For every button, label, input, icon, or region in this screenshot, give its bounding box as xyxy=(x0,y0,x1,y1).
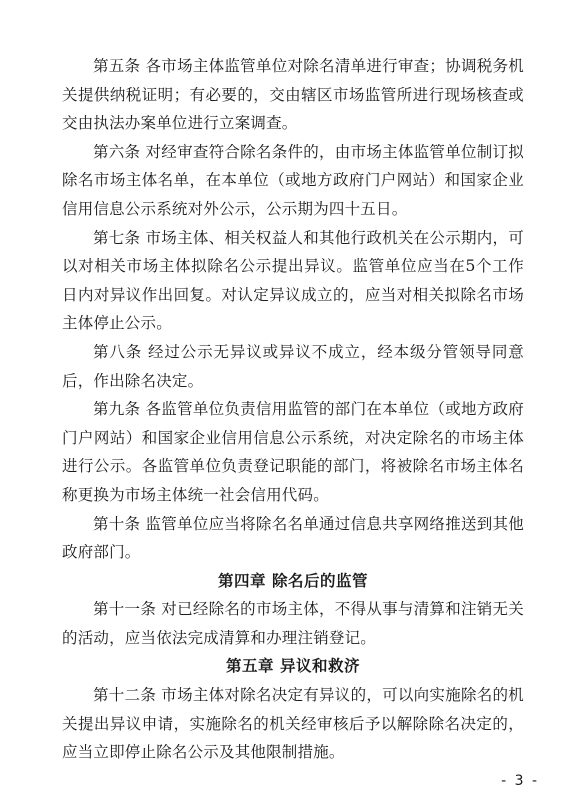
chapter-4-heading: 第四章 除名后的监管 xyxy=(218,571,368,590)
article-5: 第五条 各市场主体监管单位对除名清单进行审查；协调税务机关提供纳税证明；有必要的，交由辖区市场监管所进行现场核查或交由执法办案单位进行立案调查。 xyxy=(62,57,524,133)
article-7: 第七条 市场主体、相关权益人和其他行政机关在公示期内，可以对相关市场主体拟除名公示提出异议。监管单位应当在5个工作日内对异议作出回复。对认定异议成立的，应当对相关拟除名市场主体停止公示。 xyxy=(62,228,524,333)
article-8: 第八条 经过公示无异议或异议不成立，经本级分管领导同意后，作出除名决定。 xyxy=(62,342,524,390)
document-body xyxy=(62,52,524,767)
article-10: 第十条 监管单位应当将除名名单通过信息共享网络推送到其他政府部门。 xyxy=(62,514,524,562)
page-number: - 3 - xyxy=(501,773,539,789)
chapter-5-heading: 第五章 异议和救济 xyxy=(226,657,360,676)
article-12: 第十二条 市场主体对除名决定有异议的，可以向实施除名的机关提出异议申请，实施除名的机关经审核后予以解除除名决定的，应当立即停止除名公示及其他限制措施。 xyxy=(62,686,524,762)
article-9: 第九条 各监管单位负责信用监管的部门在本单位（或地方政府门户网站）和国家企业信用信息公示系统，对决定除名的市场主体进行公示。各监管单位负责登记职能的部门，将被除名市场主体名称更换为市场主体统一社会信用代码。 xyxy=(62,400,524,504)
article-6: 第六条 对经审查符合除名条件的，由市场主体监管单位制订拟除名市场主体名单，在本单位（或地方政府门户网站）和国家企业信用信息公示系统对外公示，公示期为四十五日。 xyxy=(62,142,524,218)
article-11: 第十一条 对已经除名的市场主体，不得从事与清算和注销无关的活动，应当依法完成清算和办理注销登记。 xyxy=(62,600,524,647)
